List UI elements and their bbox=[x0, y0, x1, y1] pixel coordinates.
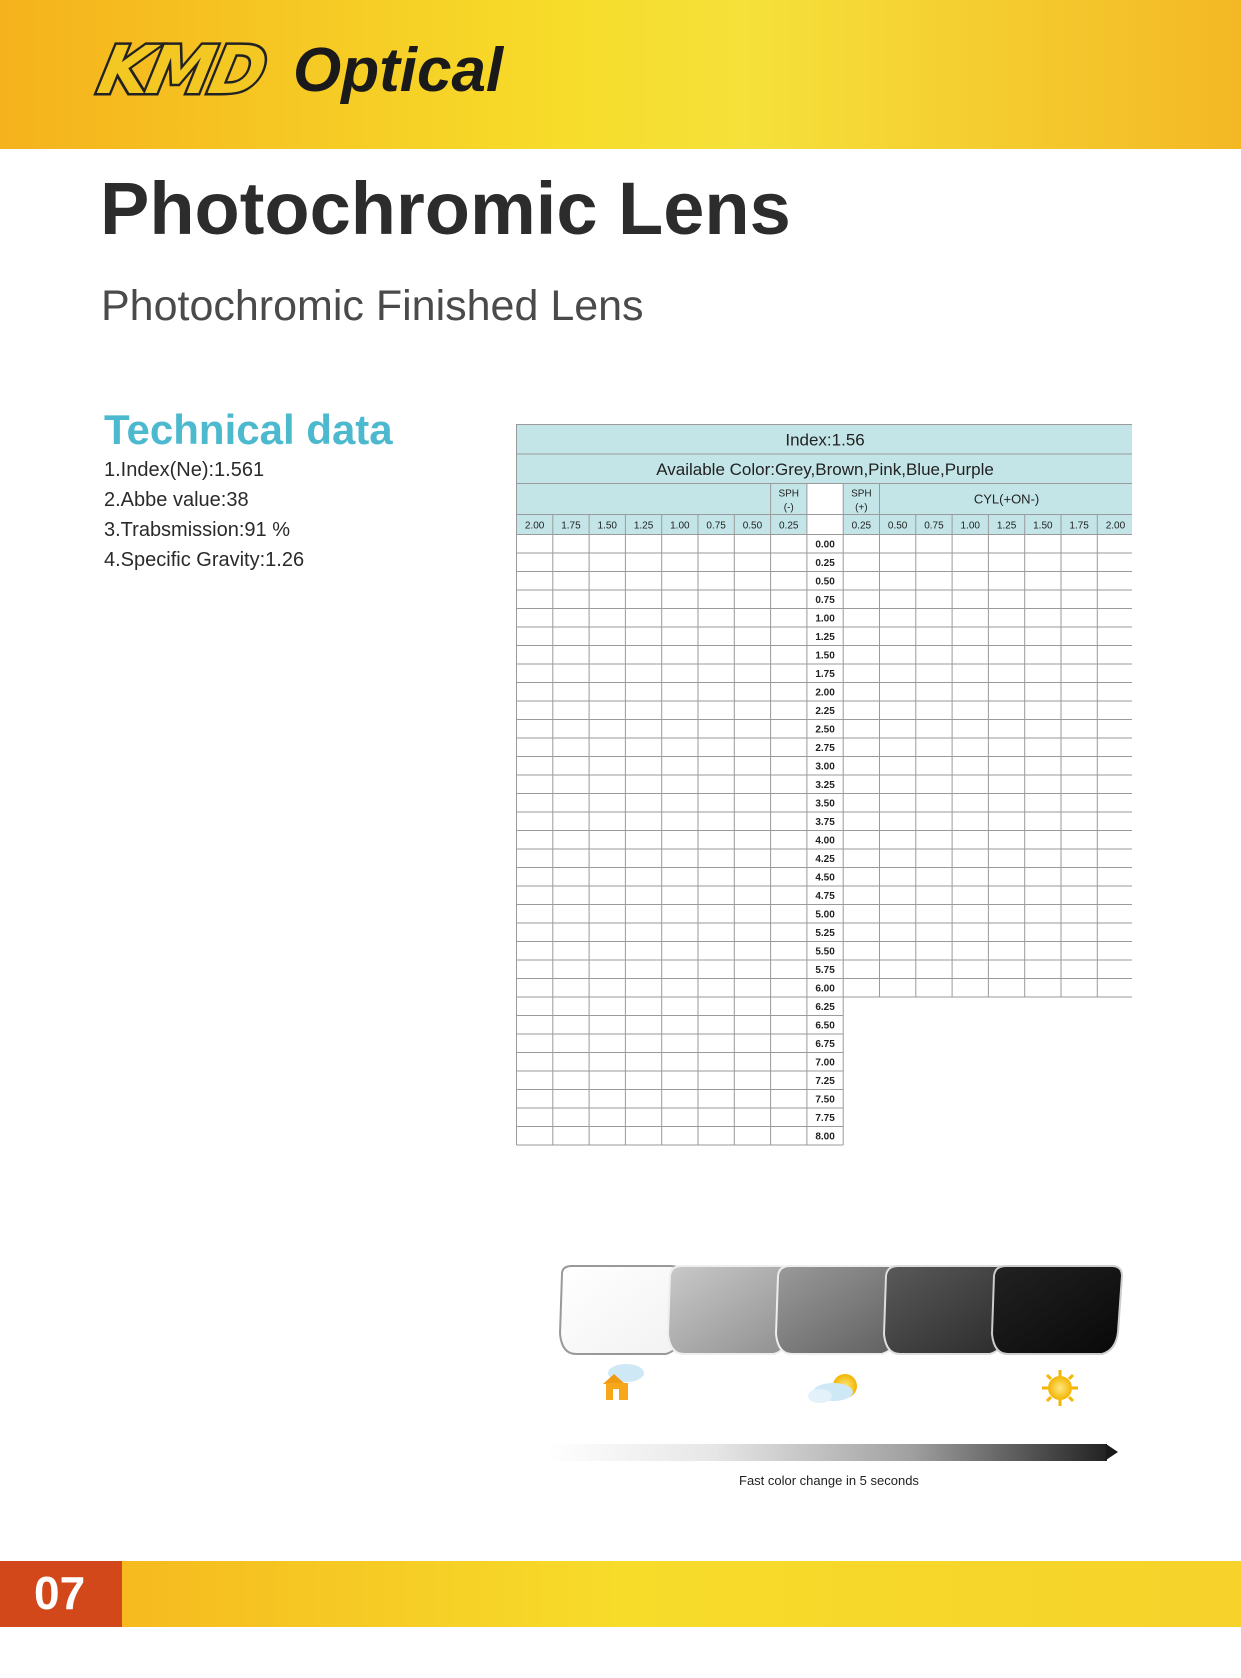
cyl-minus-value: 1.00 bbox=[670, 520, 690, 532]
sph-value: 4.75 bbox=[815, 891, 835, 902]
tint-gradient-bar bbox=[547, 1444, 1107, 1461]
technical-item-abbe: 2.Abbe value:38 bbox=[104, 489, 249, 511]
page-number: 07 bbox=[34, 1567, 86, 1619]
sph-plus-sign: (+) bbox=[855, 502, 868, 514]
sph-value: 2.50 bbox=[815, 724, 835, 736]
sph-value: 6.75 bbox=[815, 1039, 835, 1050]
technical-item-transmission: 3.Trabsmission:91 % bbox=[104, 519, 290, 541]
cyl-plus-value: 1.75 bbox=[1069, 520, 1089, 532]
cyl-minus-value: 1.50 bbox=[597, 520, 617, 532]
cyl-minus-value: 2.00 bbox=[524, 520, 545, 532]
sph-value: 3.25 bbox=[815, 780, 835, 791]
sph-value: 0.75 bbox=[815, 595, 835, 606]
sph-value: 2.00 bbox=[815, 687, 835, 699]
sph-value: 5.25 bbox=[815, 928, 835, 939]
kmd-logo: KMD bbox=[91, 32, 271, 109]
indoor-icon bbox=[603, 1364, 644, 1400]
technical-data-list bbox=[104, 455, 304, 575]
cyl-plus-value: 2.00 bbox=[1105, 520, 1126, 532]
sph-value: 0.50 bbox=[815, 576, 835, 588]
sph-value: 8.00 bbox=[815, 1131, 835, 1143]
available-colors: Available Color:Grey,Brown,Pink,Blue,Purple bbox=[656, 460, 994, 479]
sph-value: 1.50 bbox=[815, 650, 835, 662]
sph-value: 2.75 bbox=[815, 743, 835, 754]
sph-value: 6.50 bbox=[815, 1020, 835, 1032]
lens-medium-tint bbox=[776, 1266, 900, 1354]
sph-value: 0.00 bbox=[815, 539, 835, 551]
sunny-icon bbox=[1042, 1370, 1078, 1406]
sph-cyl-grid bbox=[516, 424, 1132, 1149]
brand-name: Optical bbox=[293, 36, 504, 105]
partly-sunny-icon bbox=[808, 1374, 857, 1403]
sph-minus-sign: (-) bbox=[783, 502, 794, 514]
sph-value: 4.00 bbox=[815, 835, 835, 847]
sph-value: 7.25 bbox=[815, 1076, 835, 1087]
lens-dark-tint bbox=[884, 1266, 1008, 1354]
cyl-minus-value: 0.25 bbox=[779, 520, 799, 532]
cyl-minus-value: 0.75 bbox=[706, 520, 726, 532]
sph-value: 3.00 bbox=[815, 761, 835, 773]
sph-value: 7.75 bbox=[815, 1113, 835, 1124]
sph-value: 7.50 bbox=[815, 1094, 835, 1106]
sph-value: 6.25 bbox=[815, 1002, 835, 1013]
lens-light-tint bbox=[668, 1266, 792, 1354]
lens-full-tint bbox=[992, 1266, 1122, 1354]
lens-clear bbox=[560, 1266, 683, 1354]
cyl-plus-value: 1.25 bbox=[996, 520, 1017, 532]
cyl-minus-value: 1.75 bbox=[561, 520, 581, 532]
sph-value: 4.25 bbox=[815, 854, 835, 865]
sph-value: 1.00 bbox=[815, 613, 835, 625]
sph-value: 1.25 bbox=[815, 632, 835, 643]
technical-data-heading: Technical data bbox=[104, 406, 393, 453]
sph-value: 0.25 bbox=[815, 558, 835, 569]
sph-value: 5.75 bbox=[815, 965, 835, 976]
footer-banner bbox=[0, 1561, 1241, 1627]
header-banner bbox=[0, 0, 1241, 149]
sph-value: 3.75 bbox=[815, 817, 835, 828]
sph-value: 5.00 bbox=[815, 909, 835, 921]
grid-title: Index:1.56 bbox=[785, 430, 865, 450]
sph-value: 1.75 bbox=[815, 669, 835, 680]
photochromic-lens-strip bbox=[550, 1262, 1130, 1432]
speed-caption: Fast color change in 5 seconds bbox=[739, 1473, 919, 1488]
cyl-label: CYL(+ON-) bbox=[973, 491, 1040, 507]
cyl-plus-value: 0.25 bbox=[851, 520, 872, 532]
sph-value: 5.50 bbox=[815, 946, 835, 958]
sph-minus-label: SPH bbox=[778, 488, 800, 500]
sph-value: 4.50 bbox=[815, 872, 835, 884]
sph-value: 2.25 bbox=[815, 706, 835, 717]
cyl-plus-value: 1.50 bbox=[1033, 520, 1053, 532]
cyl-minus-value: 0.50 bbox=[742, 520, 763, 532]
sph-value: 7.00 bbox=[815, 1057, 835, 1069]
cyl-plus-value: 1.00 bbox=[960, 520, 980, 532]
arrow-right-icon bbox=[1106, 1444, 1118, 1460]
cyl-plus-value: 0.50 bbox=[887, 520, 908, 532]
technical-item-gravity: 4.Specific Gravity:1.26 bbox=[104, 549, 305, 571]
sph-value: 6.00 bbox=[815, 983, 835, 995]
page-subtitle: Photochromic Finished Lens bbox=[101, 282, 644, 330]
sph-value: 3.50 bbox=[815, 798, 835, 810]
technical-item-index: 1.Index(Ne):1.561 bbox=[104, 459, 265, 481]
cyl-minus-value: 1.25 bbox=[633, 520, 654, 532]
cyl-plus-value: 0.75 bbox=[924, 520, 944, 532]
page-title: Photochromic Lens bbox=[100, 167, 791, 250]
sph-corner-cell bbox=[807, 484, 843, 535]
sph-plus-label: SPH bbox=[851, 488, 872, 500]
